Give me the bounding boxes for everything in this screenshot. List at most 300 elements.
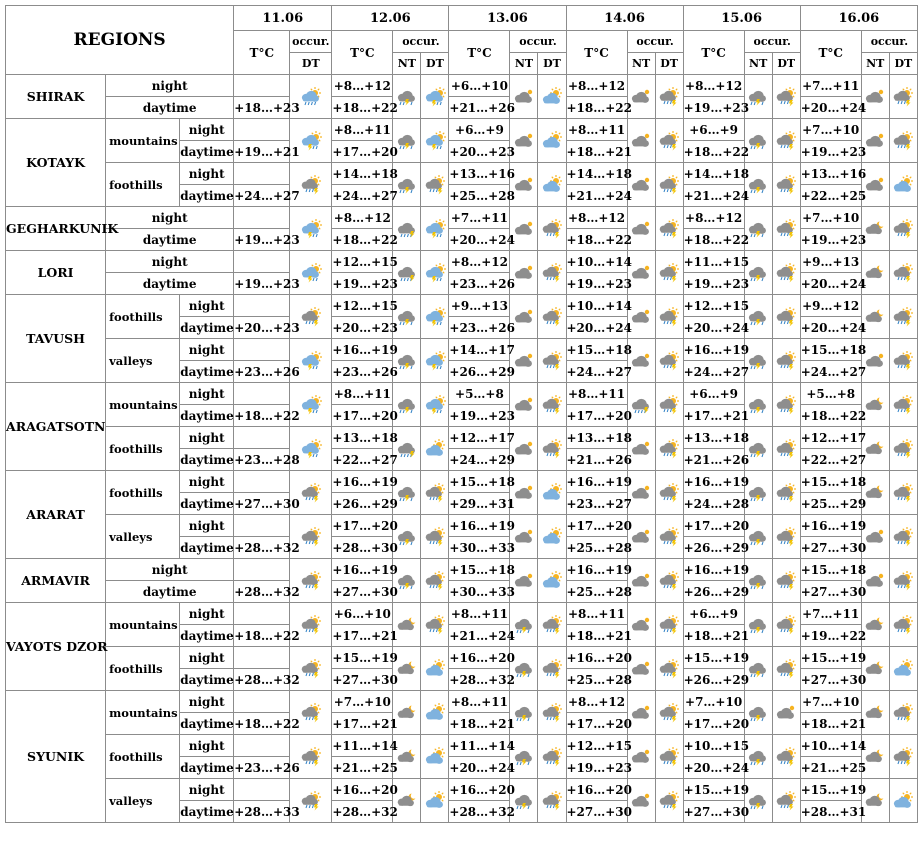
temp-range: +27…+30 xyxy=(800,537,861,559)
day-icon-cell xyxy=(772,251,800,295)
day-icon-cell xyxy=(538,427,566,471)
cloud-thunder-icon xyxy=(747,397,769,411)
cloud-icon xyxy=(630,221,652,235)
table-row xyxy=(6,735,918,757)
region-name: VAYOTS DZOR xyxy=(6,603,106,691)
partly-cloudy-icon xyxy=(424,705,446,719)
cloud-thunder-icon xyxy=(513,661,535,675)
period-label: daytime xyxy=(180,537,234,559)
day-icon-cell xyxy=(889,603,917,647)
temp-range: +18…+21 xyxy=(800,713,861,735)
temp-range: +19…+23 xyxy=(683,273,744,295)
temp-range: +18…+22 xyxy=(332,97,393,119)
date-header-4: 15.06 xyxy=(683,6,800,31)
day-icon-cell xyxy=(772,779,800,823)
partly-cloudy-icon xyxy=(892,661,914,675)
period-label: daytime xyxy=(106,273,234,295)
temp-range: +19…+23 xyxy=(683,97,744,119)
partly-cloudy-icon xyxy=(892,177,914,191)
temp-range: +18…+23 xyxy=(234,97,290,119)
temp-range: +27…+30 xyxy=(566,801,627,823)
temp-range: +15…+18 xyxy=(800,339,861,361)
temp-range: +7…+10 xyxy=(332,691,393,713)
sun-cloud-rain-icon xyxy=(892,133,914,147)
temp-range: +6…+10 xyxy=(449,75,510,97)
temp-range: +25…+28 xyxy=(449,185,510,207)
temp-header-1: T°C xyxy=(332,31,393,75)
temp-range: +28…+32 xyxy=(449,669,510,691)
sun-cloud-rain-icon xyxy=(892,617,914,631)
region-name: KOTAYK xyxy=(6,119,106,207)
region-name: LORI xyxy=(6,251,106,295)
temp-range: +12…+17 xyxy=(800,427,861,449)
day-icon-cell xyxy=(538,647,566,691)
sun-cloud-rain-icon xyxy=(775,793,797,807)
day-icon-cell xyxy=(655,691,683,735)
thunderstorm-icon xyxy=(300,133,322,147)
day-icon-cell xyxy=(538,339,566,383)
dt-header-3: DT xyxy=(655,53,683,75)
thunderstorm-icon xyxy=(300,397,322,411)
day-icon-cell xyxy=(655,471,683,515)
forecast-table xyxy=(5,5,918,823)
temp-range: +8…+12 xyxy=(332,75,393,97)
temp-range: +27…+30 xyxy=(800,669,861,691)
subregion-label: mountains xyxy=(106,603,180,647)
cloud-icon xyxy=(630,353,652,367)
cloud-thunder-icon xyxy=(747,133,769,147)
moon-cloud-icon xyxy=(864,793,886,807)
sun-cloud-rain-icon xyxy=(658,573,680,587)
temp-range: +16…+20 xyxy=(449,647,510,669)
temp-range xyxy=(234,735,290,757)
partly-cloudy-icon xyxy=(424,441,446,455)
partly-cloudy-icon xyxy=(541,573,563,587)
temp-range: +13…+18 xyxy=(332,427,393,449)
period-label: daytime xyxy=(180,185,234,207)
day-icon-cell xyxy=(655,647,683,691)
sun-cloud-rain-icon xyxy=(300,705,322,719)
cloud-icon xyxy=(513,221,535,235)
temp-range xyxy=(234,119,290,141)
cloud-thunder-icon xyxy=(747,89,769,103)
temp-range: +17…+20 xyxy=(683,515,744,537)
day-icon-cell xyxy=(889,427,917,471)
temp-range: +17…+20 xyxy=(332,141,393,163)
region-name: SYUNIK xyxy=(6,691,106,823)
moon-cloud-icon xyxy=(864,221,886,235)
day-icon-cell xyxy=(772,471,800,515)
temp-range: +16…+20 xyxy=(332,779,393,801)
cloud-thunder-icon xyxy=(747,573,769,587)
temp-range: +6…+9 xyxy=(683,119,744,141)
temp-range: +28…+32 xyxy=(234,581,290,603)
sun-cloud-rain-icon xyxy=(541,617,563,631)
cloud-icon xyxy=(864,573,886,587)
temp-range: +14…+18 xyxy=(566,163,627,185)
day-icon-cell xyxy=(889,691,917,735)
cloud-icon xyxy=(630,573,652,587)
cloud-icon xyxy=(630,265,652,279)
temp-range: +29…+31 xyxy=(449,493,510,515)
day-icon-cell xyxy=(538,735,566,779)
cloud-thunder-icon xyxy=(747,485,769,499)
period-label: night xyxy=(180,647,234,669)
sun-cloud-rain-icon xyxy=(300,661,322,675)
temp-range: +21…+24 xyxy=(566,185,627,207)
sun-cloud-rain-icon xyxy=(300,309,322,323)
sun-cloud-rain-icon xyxy=(541,265,563,279)
day-icon-cell xyxy=(421,515,449,559)
temp-range: +17…+21 xyxy=(683,405,744,427)
day-icon-cell xyxy=(538,251,566,295)
sun-cloud-rain-icon xyxy=(658,309,680,323)
temp-range: +15…+18 xyxy=(800,471,861,493)
temp-range: +16…+20 xyxy=(566,647,627,669)
temp-range: +22…+25 xyxy=(800,185,861,207)
cloud-icon xyxy=(513,353,535,367)
day-icon-cell xyxy=(889,647,917,691)
sun-cloud-rain-icon xyxy=(892,573,914,587)
temp-range: +16…+19 xyxy=(332,339,393,361)
temp-range: +18…+22 xyxy=(683,229,744,251)
sun-cloud-rain-icon xyxy=(892,749,914,763)
day-icon-cell xyxy=(421,779,449,823)
temp-range: +23…+26 xyxy=(449,273,510,295)
day-icon-cell xyxy=(772,515,800,559)
moon-cloud-icon xyxy=(864,397,886,411)
temp-range: +19…+23 xyxy=(566,273,627,295)
temp-range: +10…+15 xyxy=(683,735,744,757)
temp-range: +7…+10 xyxy=(800,207,861,229)
sun-cloud-rain-icon xyxy=(658,529,680,543)
cloud-thunder-icon xyxy=(747,353,769,367)
temp-range: +6…+9 xyxy=(683,603,744,625)
temp-range: +19…+21 xyxy=(234,141,290,163)
partly-cloudy-icon xyxy=(541,89,563,103)
cloud-icon xyxy=(513,265,535,279)
temp-range xyxy=(234,207,290,229)
sun-cloud-rain-icon xyxy=(424,573,446,587)
temp-range: +8…+12 xyxy=(566,207,627,229)
period-label: daytime xyxy=(180,801,234,823)
region-name: SHIRAK xyxy=(6,75,106,119)
day-icon-cell xyxy=(772,647,800,691)
sun-cloud-rain-icon xyxy=(658,749,680,763)
temp-range xyxy=(234,779,290,801)
temp-range: +18…+21 xyxy=(566,625,627,647)
temp-range: +18…+22 xyxy=(332,229,393,251)
subregion-label: foothills xyxy=(106,471,180,515)
period-label: daytime xyxy=(180,669,234,691)
cloud-thunder-icon xyxy=(747,793,769,807)
cloud-icon xyxy=(513,397,535,411)
temp-range: +11…+14 xyxy=(449,735,510,757)
temp-range: +18…+21 xyxy=(683,625,744,647)
sun-cloud-rain-icon xyxy=(541,793,563,807)
cloud-thunder-icon xyxy=(747,661,769,675)
cloud-icon xyxy=(630,485,652,499)
day-icon-cell xyxy=(421,119,449,163)
moon-cloud-icon xyxy=(864,749,886,763)
cloud-thunder-icon xyxy=(747,221,769,235)
sun-cloud-rain-icon xyxy=(775,221,797,235)
period-label: daytime xyxy=(180,493,234,515)
period-label: night xyxy=(180,735,234,757)
temp-range: +27…+30 xyxy=(683,801,744,823)
sun-cloud-rain-icon xyxy=(892,353,914,367)
temp-range: +17…+20 xyxy=(566,515,627,537)
period-label: daytime xyxy=(180,625,234,647)
temp-range xyxy=(234,559,290,581)
temp-range: +8…+12 xyxy=(449,251,510,273)
cloud-icon xyxy=(513,177,535,191)
sun-cloud-rain-icon xyxy=(892,309,914,323)
day-icon-cell xyxy=(421,603,449,647)
sun-cloud-rain-icon xyxy=(300,793,322,807)
temp-range: +21…+26 xyxy=(566,449,627,471)
temp-range: +15…+19 xyxy=(683,647,744,669)
sun-cloud-rain-icon xyxy=(300,617,322,631)
temp-header-4: T°C xyxy=(683,31,744,75)
temp-range: +8…+12 xyxy=(332,207,393,229)
occur-header-3: occur. xyxy=(627,31,683,53)
sun-cloud-rain-icon xyxy=(658,133,680,147)
period-label: daytime xyxy=(180,449,234,471)
day-icon-cell xyxy=(889,779,917,823)
cloud-thunder-icon xyxy=(747,265,769,279)
temp-range: +21…+26 xyxy=(449,97,510,119)
temp-range: +16…+19 xyxy=(449,515,510,537)
cloud-thunder-icon xyxy=(396,133,418,147)
temp-range: +14…+17 xyxy=(449,339,510,361)
day-icon-cell xyxy=(772,427,800,471)
sun-cloud-rain-icon xyxy=(658,177,680,191)
day-icon-cell xyxy=(421,163,449,207)
cloud-icon xyxy=(630,661,652,675)
temp-header-3: T°C xyxy=(566,31,627,75)
temp-range: +10…+14 xyxy=(566,251,627,273)
day-icon-cell xyxy=(655,207,683,251)
thunderstorm-icon xyxy=(424,133,446,147)
cloud-thunder-icon xyxy=(747,749,769,763)
temp-range: +20…+24 xyxy=(566,317,627,339)
day-icon-cell xyxy=(772,735,800,779)
sun-cloud-rain-icon xyxy=(300,529,322,543)
day-icon-cell xyxy=(421,383,449,427)
cloud-thunder-icon xyxy=(747,617,769,631)
cloud-thunder-icon xyxy=(747,177,769,191)
temp-range: +10…+14 xyxy=(566,295,627,317)
temp-range: +19…+23 xyxy=(234,229,290,251)
sun-cloud-rain-icon xyxy=(892,397,914,411)
cloud-icon xyxy=(513,529,535,543)
cloud-thunder-icon xyxy=(396,89,418,103)
sun-cloud-rain-icon xyxy=(658,441,680,455)
nt-header-5: NT xyxy=(861,53,889,75)
temp-range: +8…+11 xyxy=(332,383,393,405)
forecast-body xyxy=(6,75,918,823)
temp-range: +20…+24 xyxy=(800,273,861,295)
temp-range: +26…+29 xyxy=(683,581,744,603)
temp-range: +14…+18 xyxy=(332,163,393,185)
nt-header-4: NT xyxy=(744,53,772,75)
temp-range: +15…+18 xyxy=(449,471,510,493)
temp-range: +23…+26 xyxy=(234,361,290,383)
day-icon-cell xyxy=(655,603,683,647)
cloud-icon xyxy=(630,177,652,191)
cloud-thunder-icon xyxy=(513,705,535,719)
cloud-icon xyxy=(775,705,797,719)
cloud-icon xyxy=(513,485,535,499)
temp-range: +19…+23 xyxy=(234,273,290,295)
period-label: night xyxy=(106,251,234,273)
period-label: night xyxy=(106,207,234,229)
sun-cloud-rain-icon xyxy=(775,485,797,499)
temp-range: +23…+28 xyxy=(234,449,290,471)
sun-cloud-rain-icon xyxy=(775,617,797,631)
table-row xyxy=(6,515,918,537)
temp-range xyxy=(234,647,290,669)
sun-cloud-rain-icon xyxy=(658,793,680,807)
sun-cloud-rain-icon xyxy=(892,221,914,235)
temp-range: +13…+18 xyxy=(683,427,744,449)
subregion-label: foothills xyxy=(106,427,180,471)
temp-range: +19…+23 xyxy=(800,141,861,163)
sun-cloud-rain-icon xyxy=(541,397,563,411)
table-row xyxy=(6,295,918,317)
temp-range: +8…+11 xyxy=(332,119,393,141)
temp-range: +8…+11 xyxy=(449,603,510,625)
temp-range: +8…+11 xyxy=(449,691,510,713)
region-name: TAVUSH xyxy=(6,295,106,383)
day-icon-cell xyxy=(772,163,800,207)
sun-cloud-rain-icon xyxy=(775,133,797,147)
temp-range: +18…+21 xyxy=(566,141,627,163)
day-icon-cell xyxy=(772,339,800,383)
cloud-icon xyxy=(630,793,652,807)
sun-cloud-rain-icon xyxy=(300,573,322,587)
cloud-thunder-icon xyxy=(747,705,769,719)
sun-cloud-rain-icon xyxy=(892,265,914,279)
partly-cloudy-icon xyxy=(541,177,563,191)
cloud-icon xyxy=(630,133,652,147)
temp-range: +9…+13 xyxy=(449,295,510,317)
sun-cloud-rain-icon xyxy=(892,441,914,455)
period-label: night xyxy=(180,471,234,493)
sun-cloud-rain-icon xyxy=(541,705,563,719)
sun-cloud-rain-icon xyxy=(775,89,797,103)
table-row xyxy=(6,647,918,669)
period-label: night xyxy=(180,119,234,141)
day-icon-cell xyxy=(772,75,800,119)
date-header-2: 13.06 xyxy=(449,6,566,31)
period-label: daytime xyxy=(106,581,234,603)
temp-range: +24…+27 xyxy=(683,361,744,383)
sun-cloud-rain-icon xyxy=(658,265,680,279)
cloud-icon xyxy=(864,177,886,191)
day-icon-cell xyxy=(889,251,917,295)
day-icon-cell xyxy=(421,471,449,515)
temp-range: +18…+22 xyxy=(566,229,627,251)
cloud-drizzle-icon xyxy=(396,265,418,279)
temp-range: +25…+29 xyxy=(800,493,861,515)
day-icon-cell xyxy=(889,339,917,383)
cloud-icon xyxy=(864,353,886,367)
day-icon-cell xyxy=(772,691,800,735)
day-icon-cell xyxy=(538,779,566,823)
sun-cloud-rain-icon xyxy=(300,177,322,191)
temp-range: +8…+11 xyxy=(566,603,627,625)
temp-range: +11…+15 xyxy=(683,251,744,273)
temp-range: +16…+19 xyxy=(683,471,744,493)
temp-range: +20…+24 xyxy=(683,317,744,339)
cloud-thunder-icon xyxy=(396,397,418,411)
period-label: night xyxy=(180,779,234,801)
subregion-label: mountains xyxy=(106,119,180,163)
temp-range: +28…+32 xyxy=(332,801,393,823)
temp-range: +8…+11 xyxy=(566,383,627,405)
temp-range: +7…+10 xyxy=(683,691,744,713)
period-label: night xyxy=(106,75,234,97)
temp-range: +14…+18 xyxy=(683,163,744,185)
moon-cloud-icon xyxy=(864,705,886,719)
temp-header-0: T°C xyxy=(234,31,290,75)
nt-header-2: NT xyxy=(510,53,538,75)
temp-range: +25…+28 xyxy=(566,581,627,603)
temp-range: +20…+24 xyxy=(449,757,510,779)
thunderstorm-icon xyxy=(300,221,322,235)
period-label: daytime xyxy=(106,229,234,251)
cloud-icon xyxy=(513,309,535,323)
table-row xyxy=(6,163,918,185)
sun-cloud-rain-icon xyxy=(658,661,680,675)
cloud-icon xyxy=(630,441,652,455)
day-icon-cell xyxy=(538,691,566,735)
occur-header-2: occur. xyxy=(510,31,566,53)
cloud-icon xyxy=(864,133,886,147)
table-row xyxy=(6,559,918,581)
table-row xyxy=(6,339,918,361)
sun-cloud-rain-icon xyxy=(658,485,680,499)
day-icon-cell xyxy=(421,251,449,295)
day-icon-cell xyxy=(421,75,449,119)
cloud-thunder-icon xyxy=(747,529,769,543)
day-icon-cell xyxy=(772,295,800,339)
temp-range: +28…+32 xyxy=(449,801,510,823)
sun-cloud-rain-icon xyxy=(892,529,914,543)
cloud-thunder-icon xyxy=(396,353,418,367)
temp-range: +20…+23 xyxy=(332,317,393,339)
sun-cloud-rain-icon xyxy=(424,177,446,191)
thunderstorm-icon xyxy=(424,353,446,367)
cloud-icon xyxy=(864,529,886,543)
moon-cloud-icon xyxy=(396,749,418,763)
period-label: daytime xyxy=(180,713,234,735)
day-icon-cell xyxy=(889,559,917,603)
dt-header-4: DT xyxy=(772,53,800,75)
temp-range: +24…+28 xyxy=(683,493,744,515)
date-header-1: 12.06 xyxy=(332,6,449,31)
temp-range: +7…+11 xyxy=(800,603,861,625)
temp-range: +26…+29 xyxy=(683,537,744,559)
date-header-3: 14.06 xyxy=(566,6,683,31)
day-icon-cell xyxy=(538,603,566,647)
day-icon-cell xyxy=(655,427,683,471)
temp-range: +30…+33 xyxy=(449,537,510,559)
temp-range: +17…+20 xyxy=(332,405,393,427)
temp-range: +8…+12 xyxy=(566,691,627,713)
